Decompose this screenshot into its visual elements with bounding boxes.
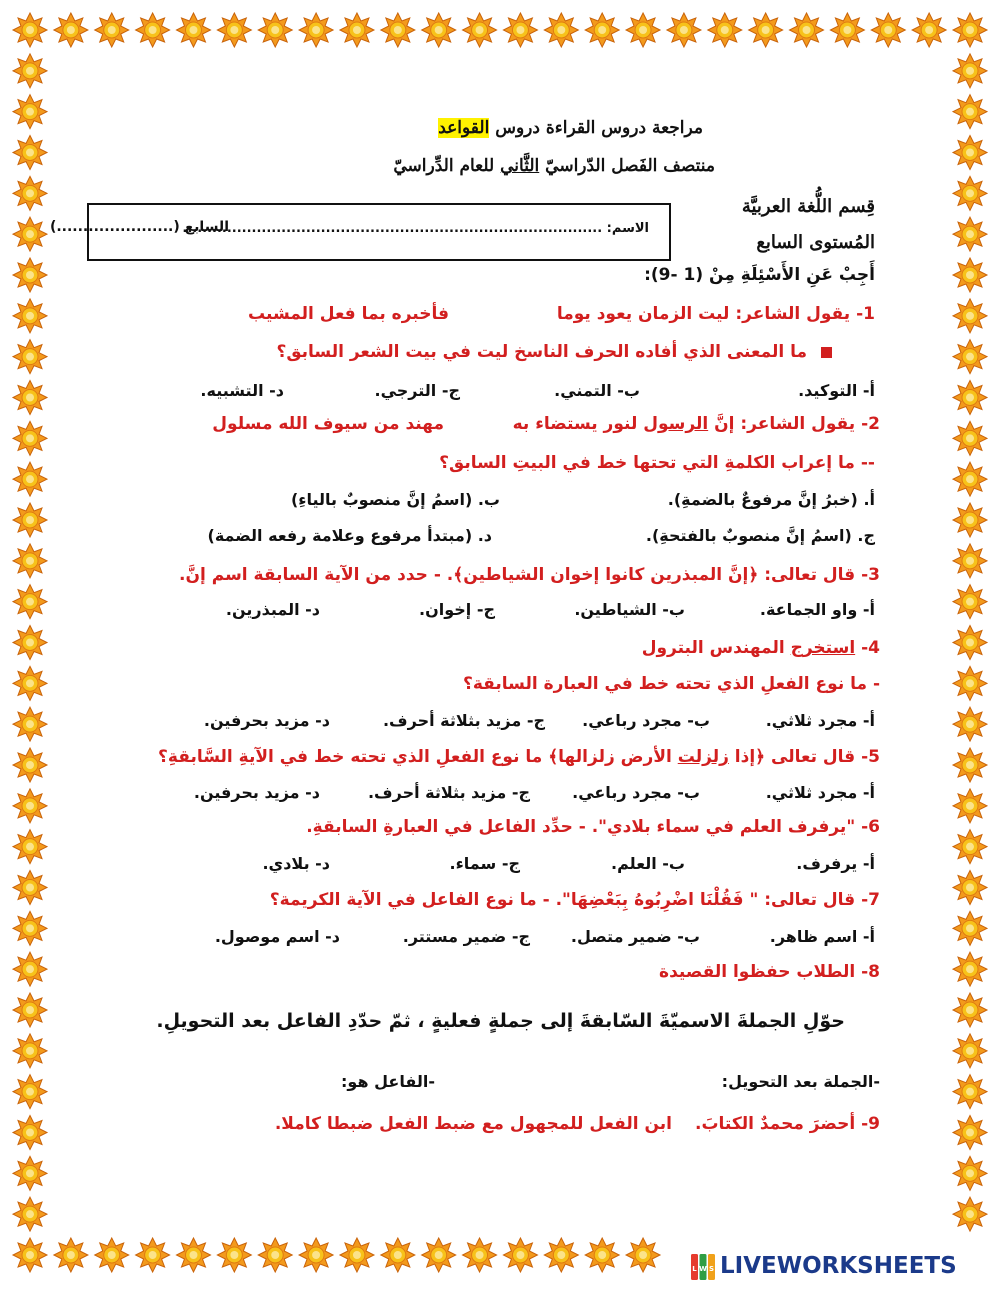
sun-icon [176, 13, 210, 47]
q2-option-c[interactable]: ج. (اسمُ إنَّ منصوبٌ بالفتحةِ). [645, 526, 875, 545]
sun-icon [381, 13, 415, 47]
sun-icon [953, 340, 987, 374]
q8-field-subject[interactable]: -الفاعل هو: [341, 1072, 435, 1091]
sun-icon [258, 13, 292, 47]
sun-icon [585, 13, 619, 47]
q5-option-b[interactable]: ب- مجرد رباعي. [572, 783, 700, 802]
sun-icon [13, 1116, 47, 1150]
q8-text: 8- الطلاب حفظوا القصيدة [659, 962, 880, 982]
sun-icon [953, 544, 987, 578]
q1-option-b[interactable]: ب- التمني. [554, 381, 640, 400]
q5-option-d[interactable]: د- مزيد بحرفين. [193, 783, 320, 802]
sun-icon [953, 911, 987, 945]
sun-icon [13, 136, 47, 170]
sun-icon [381, 1238, 415, 1272]
sun-icon [136, 13, 170, 47]
sun-icon [95, 1238, 129, 1272]
q2-option-a[interactable]: أ. (خبرُ إنَّ مرفوعٌ بالضمةِ). [667, 490, 875, 509]
sun-icon [953, 585, 987, 619]
sun-icon [953, 503, 987, 537]
q2-question: -- ما إعراب الكلمةِ التي تحتها خط في البيتِ السابق؟ [439, 453, 875, 473]
sun-icon [299, 13, 333, 47]
sun-icon [585, 1238, 619, 1272]
sun-icon [13, 952, 47, 986]
sun-icon [217, 1238, 251, 1272]
q4-question: - ما نوع الفعلِ الذي تحته خط في العبارة السابقة؟ [462, 674, 880, 694]
sun-icon [13, 217, 47, 251]
q1-option-d[interactable]: د- التشبيه. [200, 381, 284, 400]
sun-icon [13, 626, 47, 660]
sun-icon [953, 748, 987, 782]
sun-icon [953, 462, 987, 496]
q7-option-b[interactable]: ب- ضمير متصل. [570, 927, 700, 946]
q1-question: ما المعنى الذي أفاده الحرف الناسخ ليت في بيت الشعر السابق؟ [276, 342, 832, 362]
svg-text:S: S [708, 1265, 715, 1273]
sun-icon [299, 1238, 333, 1272]
q4-option-d[interactable]: د- مزيد بحرفين. [203, 711, 330, 730]
sun-icon [13, 1197, 47, 1231]
sun-icon [953, 707, 987, 741]
sun-icon [54, 13, 88, 47]
sun-icon [953, 626, 987, 660]
sun-icon [13, 1075, 47, 1109]
svg-text:W: W [699, 1265, 707, 1273]
q9-text: 9- أحضرَ محمدٌ الكتابَ. [694, 1114, 880, 1134]
sun-icon [13, 871, 47, 905]
sun-icon [626, 13, 660, 47]
q7-option-a[interactable]: أ- اسم ظاهر. [769, 927, 875, 946]
sun-icon [13, 748, 47, 782]
sun-icon [340, 1238, 374, 1272]
sun-icon [953, 176, 987, 210]
sun-icon [953, 136, 987, 170]
sun-icon [13, 666, 47, 700]
student-info-box [49, 203, 671, 261]
sun-icon [13, 381, 47, 415]
worksheet [49, 60, 940, 1240]
q2-verse-a: 2- يقول الشاعر: إنَّ الرسول لنور يستضاء به [512, 414, 880, 434]
sun-icon [503, 13, 537, 47]
sun-icon [13, 789, 47, 823]
sun-icon [953, 13, 987, 47]
sun-icon [953, 1116, 987, 1150]
sun-icon [953, 789, 987, 823]
q4-text: 4- استخرج المهندس البترول [641, 638, 880, 658]
sun-icon [626, 1238, 660, 1272]
sun-icon [13, 462, 47, 496]
q3-option-d[interactable]: د- المبذرين. [225, 600, 320, 619]
level-label: المُستوى السابع [756, 232, 875, 253]
q8-instruction: حوّلِ الجملةَ الاسميّةَ السّابقةَ إلى جملةٍ فعليةٍ ، ثمّ حدّدِ الفاعل بعد التحويلِ. [156, 1010, 845, 1032]
department-label: قِسم اللُّغة العربيَّة [741, 196, 875, 217]
sun-icon [13, 503, 47, 537]
sun-icon [544, 1238, 578, 1272]
sun-icon [176, 1238, 210, 1272]
sun-icon [13, 54, 47, 88]
sun-icon [953, 1197, 987, 1231]
q4-option-a[interactable]: أ- مجرد ثلاثي. [765, 711, 875, 730]
page-title: مراجعة دروس القراءة دروس القواعد [438, 118, 703, 138]
sun-icon [871, 13, 905, 47]
name-field[interactable]: الاسم: ..................................................................................... [182, 221, 649, 236]
q7-option-d[interactable]: د- اسم موصول. [214, 927, 340, 946]
sun-icon [953, 299, 987, 333]
sun-icon [13, 299, 47, 333]
sun-icon [13, 544, 47, 578]
sun-icon [953, 95, 987, 129]
liveworksheets-logo[interactable] [690, 1253, 990, 1283]
sun-icon [953, 1156, 987, 1190]
sun-icon [953, 421, 987, 455]
sun-icon [953, 217, 987, 251]
q7-option-c[interactable]: ج- ضمير مستتر. [402, 927, 530, 946]
sun-icon [13, 176, 47, 210]
sun-icon [13, 258, 47, 292]
instruction: أَجِبْ عَنِ الأَسْئِلَةِ مِنْ (1 -9): [644, 265, 875, 285]
sun-icon [13, 1156, 47, 1190]
q5-text: 5- قال تعالى ﴿إذا زلزلت الأرض زلزالها﴾ ما نوع الفعلِ الذي تحته خط في الآيةِ السَّابقةِ؟ [158, 747, 880, 767]
sun-icon [13, 340, 47, 374]
sun-icon [953, 666, 987, 700]
q3-text: 3- قال تعالى: ﴿إنَّ المبذرين كانوا إخوان الشياطين﴾. - حدد من الآية السابقة اسم إنَّ. [179, 565, 880, 585]
sun-icon [708, 13, 742, 47]
sun-icon [953, 1075, 987, 1109]
sun-icon [953, 258, 987, 292]
bullet-square-icon [821, 347, 832, 358]
q2-verse-b: مهند من سيوف الله مسلول [212, 414, 444, 434]
q6-option-a[interactable]: أ- يرفرف. [796, 854, 875, 873]
q1-option-a[interactable]: أ- التوكيد. [798, 381, 875, 400]
q6-option-c[interactable]: ج- سماء. [449, 854, 520, 873]
q8-field-sentence[interactable]: -الجملة بعد التحويل: [721, 1072, 880, 1091]
q4-option-b[interactable]: ب- مجرد رباعي. [582, 711, 710, 730]
sun-icon [953, 952, 987, 986]
sun-icon [953, 830, 987, 864]
sun-icon [953, 1034, 987, 1068]
sun-icon [463, 1238, 497, 1272]
sun-icon [54, 1238, 88, 1272]
title-highlight: القواعد [438, 118, 490, 138]
q3-option-a[interactable]: أ- واو الجماعة. [759, 600, 875, 619]
sun-icon [13, 830, 47, 864]
sun-icon [953, 993, 987, 1027]
sun-icon [136, 1238, 170, 1272]
q2-option-b[interactable]: ب. (اسمُ إنَّ منصوبٌ بالياءِ) [290, 490, 500, 509]
q3-option-c[interactable]: ج- إخوان. [418, 600, 495, 619]
lws-badge-icon [690, 1253, 716, 1281]
sun-icon [503, 1238, 537, 1272]
q4-option-c[interactable]: ج- مزيد بثلاثة أحرف. [382, 711, 545, 730]
page-subtitle: منتصف الفَصل الدّراسيّ الثَّاني للعام الدِّراسيّ [393, 156, 715, 176]
sun-icon [13, 911, 47, 945]
sun-icon [667, 13, 701, 47]
q1-option-c[interactable]: ج- الترجي. [374, 381, 460, 400]
svg-text:L: L [692, 1265, 697, 1273]
q6-text: 6- "يرفرف العلم في سماء بلادي". - حدِّد الفاعل في العبارةِ السابقةِ. [306, 817, 880, 837]
sun-icon [340, 13, 374, 47]
q1-verse-a: 1- يقول الشاعر: ليت الزمان يعود يوما [556, 304, 875, 324]
brand-text: LIVEWORKSHEETS [720, 1253, 957, 1279]
sun-icon [953, 54, 987, 88]
sun-icon [749, 13, 783, 47]
q2-option-d[interactable]: د. (مبتدأ مرفوع وعلامة رفعه الضمة) [207, 526, 492, 545]
sun-icon [544, 13, 578, 47]
sun-icon [463, 13, 497, 47]
sun-icon [13, 13, 47, 47]
q1-verse-b: فأخبره بما فعل المشيب [248, 304, 449, 324]
sun-icon [422, 13, 456, 47]
sun-icon [953, 871, 987, 905]
sun-icon [258, 1238, 292, 1272]
sun-icon [422, 1238, 456, 1272]
sun-icon [13, 1034, 47, 1068]
sun-icon [830, 13, 864, 47]
sun-icon [790, 13, 824, 47]
sun-icon [953, 381, 987, 415]
sun-icon [95, 13, 129, 47]
sun-icon [13, 1238, 47, 1272]
q3-option-b[interactable]: ب- الشياطين. [574, 600, 685, 619]
sun-icon [217, 13, 251, 47]
sun-icon [13, 707, 47, 741]
sun-icon [13, 585, 47, 619]
q9-instruction: ابن الفعل للمجهول مع ضبط الفعل ضبطا كاملا. [274, 1114, 672, 1134]
q6-option-b[interactable]: ب- العلم. [611, 854, 685, 873]
sun-icon [13, 993, 47, 1027]
sun-icon [13, 95, 47, 129]
q7-text: 7- قال تعالى: " فَقُلْنَا اضْرِبُوهُ بِبَعْضِهَا". - ما نوع الفاعل في الآية الكريمة؟ [269, 890, 880, 910]
q6-option-d[interactable]: د- بلادي. [262, 854, 330, 873]
q5-option-c[interactable]: ج- مزيد بثلاثة أحرف. [367, 783, 530, 802]
sun-icon [912, 13, 946, 47]
sun-icon [13, 421, 47, 455]
grade-field[interactable]: السابع (......................) [49, 219, 229, 235]
q5-option-a[interactable]: أ- مجرد ثلاثي. [765, 783, 875, 802]
